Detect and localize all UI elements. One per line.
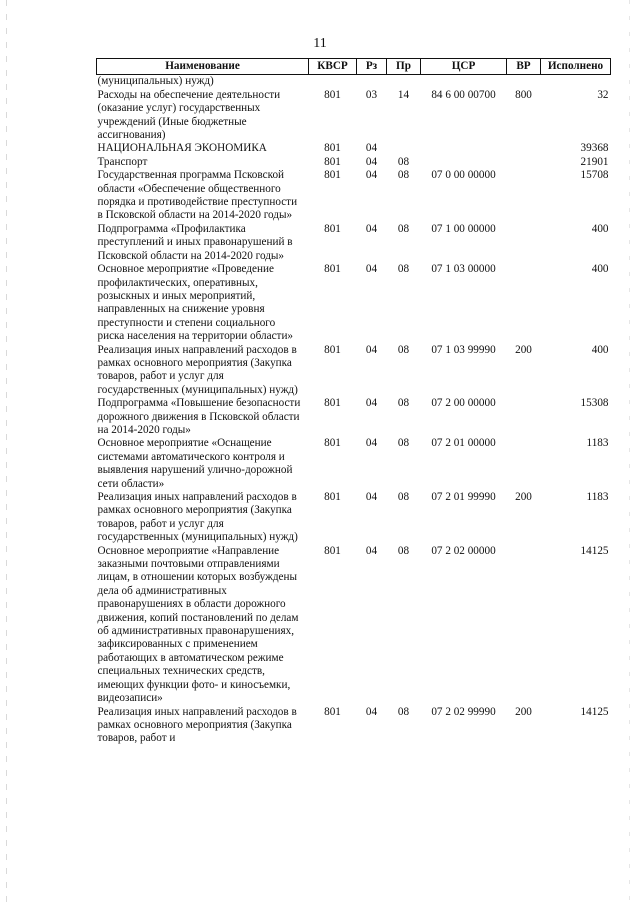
row-name: Основное мероприятие «Оснащение системами автоматического контроля и выявления нарушений улично-дорожной сети области»	[97, 437, 293, 490]
row-pr: 08	[397, 222, 410, 235]
row-value: 39368	[580, 142, 609, 155]
row-rz: 04	[365, 155, 378, 168]
scan-edge-right	[629, 0, 630, 905]
row-kvsr: 801	[324, 343, 341, 356]
row-vr: 200	[515, 491, 532, 503]
row-name: Реализация иных направлений расходов в рамках основного мероприятия (Закупка товаров, работ и	[97, 705, 297, 745]
header-executed: Исполнено	[541, 59, 611, 75]
row-rz: 04	[365, 544, 378, 557]
row-csr	[421, 156, 507, 169]
table-row	[97, 706, 611, 746]
row-vr	[507, 142, 541, 155]
table-row	[97, 75, 611, 89]
table-row	[97, 397, 611, 437]
row-kvsr	[309, 75, 357, 89]
row-pr	[387, 142, 421, 155]
row-value: 32	[597, 88, 609, 101]
row-value: 15308	[580, 397, 609, 410]
row-name: Расходы на обеспечение деятельности (оказание услуг) государственных учреждений (Иные бюджетные ассигнования)	[97, 88, 281, 142]
row-vr: 200	[515, 705, 532, 718]
row-pr: 08	[397, 437, 410, 450]
row-csr: 07 2 01 00000	[431, 437, 496, 450]
row-pr: 08	[397, 155, 410, 168]
row-csr	[421, 142, 507, 155]
row-vr: 800	[515, 88, 532, 101]
row-csr: 07 2 01 99990	[431, 491, 496, 503]
row-csr: 07 1 03 99990	[431, 343, 496, 356]
row-pr: 08	[397, 343, 410, 356]
header-csr: ЦСР	[421, 59, 507, 75]
row-vr	[507, 263, 541, 343]
row-rz: 04	[365, 705, 378, 718]
table-row	[97, 156, 611, 169]
row-csr: 07 1 00 00000	[431, 222, 496, 235]
row-kvsr: 801	[324, 88, 341, 101]
row-pr: 08	[397, 169, 410, 182]
row-pr: 08	[397, 544, 410, 557]
row-vr	[507, 75, 541, 89]
row-name: Подпрограмма «Повышение безопасности дорожного движения в Псковской области на 2014-2020 годы»	[97, 397, 301, 436]
header-rz: Рз	[357, 59, 387, 75]
header-pr: Пр	[387, 59, 421, 75]
table-row	[97, 89, 611, 143]
table-row	[97, 437, 611, 491]
row-rz: 04	[365, 343, 378, 356]
row-vr	[507, 437, 541, 491]
row-rz: 04	[365, 169, 378, 182]
row-value: 400	[591, 222, 609, 235]
row-vr	[507, 397, 541, 437]
row-value: 14125	[580, 544, 609, 557]
row-value: 14125	[580, 705, 609, 718]
row-kvsr: 801	[324, 142, 341, 155]
row-pr: 08	[397, 705, 410, 718]
row-csr: 07 2 00 00000	[431, 397, 496, 410]
row-pr: 08	[397, 263, 410, 276]
row-name: НАЦИОНАЛЬНАЯ ЭКОНОМИКА	[97, 142, 267, 155]
row-vr	[507, 169, 541, 223]
row-value: 400	[591, 263, 609, 276]
row-pr: 08	[397, 491, 410, 503]
table-row	[97, 545, 611, 706]
row-csr: 07 1 03 00000	[431, 263, 496, 276]
row-name: Государственная программа Псковской области «Обеспечение общественного порядка и противодействие преступности в Псковской области на 2014-2020 годы»	[97, 169, 298, 222]
row-kvsr: 801	[324, 155, 341, 168]
row-rz: 04	[365, 491, 378, 503]
row-value: 400	[591, 343, 609, 356]
row-name: Реализация иных направлений расходов в рамках основного мероприятия (Закупка товаров, работ и услуг для государственных (муниципальных) нужд)	[97, 343, 298, 396]
table-row	[97, 142, 611, 155]
row-kvsr: 801	[324, 491, 341, 503]
table-body	[97, 75, 611, 746]
row-name: Реализация иных направлений расходов в рамках основного мероприятия (Закупка товаров, работ и услуг для государственных (муниципальных) нужд)	[97, 491, 298, 544]
header-name: Наименование	[97, 59, 309, 75]
row-name: Подпрограмма «Профилактика преступлений и иных правонарушений в Псковской области на 2014-2020 годы»	[97, 222, 293, 262]
table-header-row	[97, 59, 611, 75]
row-rz: 04	[365, 397, 378, 410]
row-pr: 14	[397, 88, 410, 101]
row-name: Транспорт	[97, 155, 148, 168]
row-name: (муниципальных) нужд)	[97, 75, 214, 88]
row-vr: 200	[515, 343, 532, 356]
row-name: Основное мероприятие «Проведение профилактических, оперативных, розыскных и иных мероприятий, направленных на снижение уровня преступности и степени социального риска населения на территории области»	[97, 263, 294, 343]
row-rz: 04	[365, 263, 378, 276]
row-value: 15708	[580, 169, 609, 182]
row-rz	[357, 75, 387, 89]
row-csr: 07 2 02 99990	[431, 705, 496, 718]
scan-edge-left	[6, 0, 7, 905]
row-kvsr: 801	[324, 705, 341, 718]
row-vr	[507, 156, 541, 169]
row-kvsr: 801	[324, 169, 341, 182]
row-kvsr: 801	[324, 397, 341, 410]
row-value: 21901	[580, 155, 609, 168]
row-rz: 04	[365, 142, 378, 155]
row-value: 1183	[586, 437, 609, 450]
row-value	[541, 75, 611, 89]
row-vr	[507, 545, 541, 706]
row-kvsr: 801	[324, 544, 341, 557]
header-kvsr: КВСР	[309, 59, 357, 75]
row-kvsr: 801	[324, 222, 341, 235]
row-pr: 08	[397, 397, 410, 410]
header-vr: ВР	[507, 59, 541, 75]
table-row	[97, 223, 611, 263]
row-name: Основное мероприятие «Направление заказными почтовыми отправлениями лицам, в отношении которых возбуждены дела об административных правонарушениях в области дорожного движения, копий постановлений по делам об административных правонарушениях, зафиксированных с применением работающих в автоматическом режиме специальных технических средств, имеющих функции фото- и киносъемки, видеозаписи»	[97, 544, 299, 705]
row-pr	[387, 75, 421, 89]
table-row	[97, 263, 611, 343]
row-kvsr: 801	[324, 437, 341, 450]
row-csr: 84 6 00 00700	[431, 88, 496, 101]
row-rz: 04	[365, 437, 378, 450]
table-row	[97, 491, 611, 545]
row-kvsr: 801	[324, 263, 341, 276]
row-value: 1183	[586, 491, 609, 503]
row-rz: 03	[365, 88, 378, 101]
row-csr: 07 2 02 00000	[431, 544, 496, 557]
table-row	[97, 169, 611, 223]
page-number: 11	[313, 36, 327, 51]
row-vr	[507, 223, 541, 263]
budget-table	[96, 58, 611, 746]
row-csr: 07 0 00 00000	[431, 169, 496, 182]
row-rz: 04	[365, 222, 378, 235]
table-row	[97, 344, 611, 398]
row-csr	[421, 75, 507, 89]
